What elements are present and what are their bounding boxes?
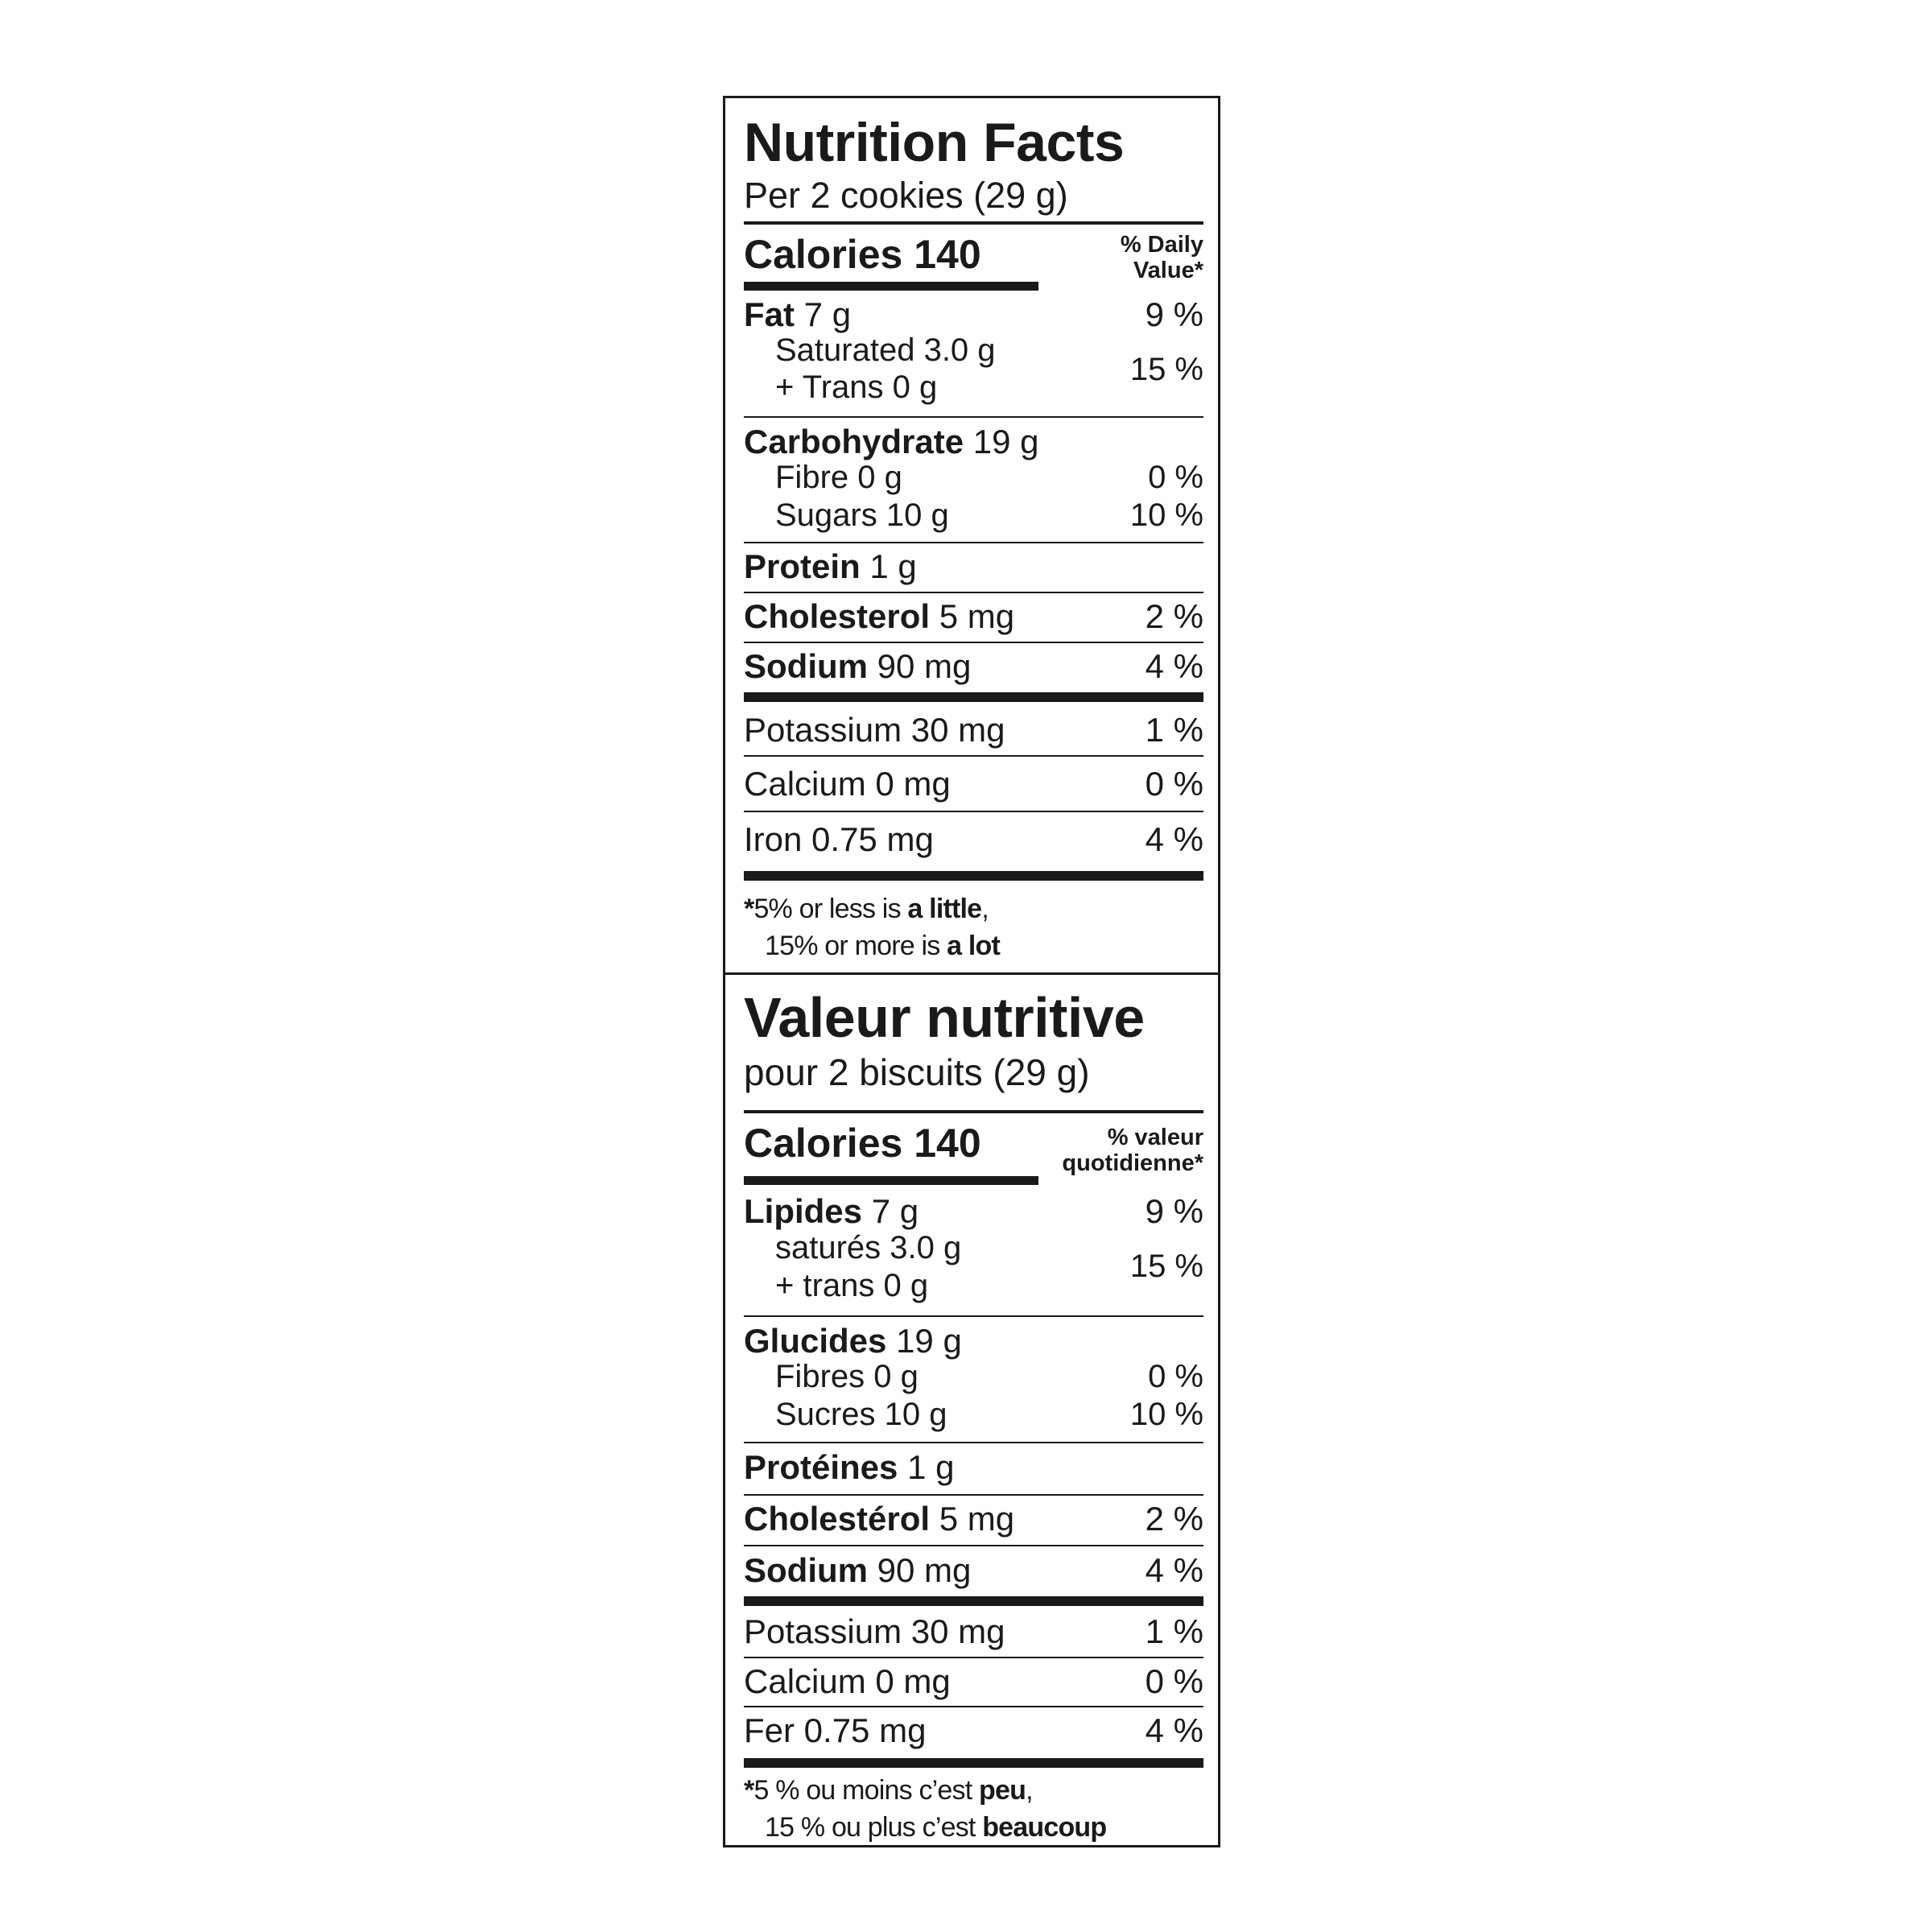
divider: [744, 642, 1203, 643]
calories-label: Calories 140: [744, 1121, 981, 1166]
footnote-line2-emphasis: a lot: [947, 931, 1000, 961]
divider: [744, 542, 1203, 543]
panel-title: Nutrition Facts: [744, 112, 1125, 173]
thick-divider: [744, 1758, 1203, 1768]
protein-name: Protein: [744, 547, 861, 585]
carb-name: Glucides: [744, 1322, 887, 1360]
footnote: *5 % ou moins c’est peu, 15 % ou plus c’est beaucoup: [744, 1775, 1107, 1843]
divider: [744, 755, 1203, 757]
fibre-pct: 0 %: [1148, 1359, 1203, 1394]
saturated-label: Saturated 3.0 g: [775, 332, 996, 368]
daily-value-header-line1: % valeur: [1107, 1125, 1203, 1150]
potassium-pct: 1 %: [1145, 711, 1203, 749]
thick-divider: [744, 692, 1203, 702]
fat-name: Fat: [744, 295, 795, 333]
trans-label: + trans 0 g: [775, 1268, 929, 1303]
sat-trans-pct: 15 %: [1129, 352, 1203, 387]
iron-pct: 4 %: [1145, 820, 1203, 858]
daily-value-header-line1: % Daily: [1120, 232, 1203, 258]
sugars-pct: 10 %: [1129, 1397, 1203, 1432]
calcium-pct: 0 %: [1145, 765, 1203, 803]
sodium-name: Sodium: [744, 1551, 868, 1589]
cholesterol-amount: 5 mg: [930, 1500, 1015, 1538]
cholesterol-pct: 2 %: [1145, 597, 1203, 635]
divider: [744, 416, 1203, 418]
footnote-line1-emphasis: a little: [907, 894, 982, 924]
calcium-pct: 0 %: [1145, 1662, 1203, 1700]
footnote-line2-emphasis: beaucoup: [982, 1812, 1107, 1843]
daily-value-header: [1121, 232, 1203, 283]
daily-value-header: [1062, 1125, 1203, 1176]
carb-amount: 19 g: [886, 1322, 962, 1360]
sodium-pct: 4 %: [1145, 647, 1203, 685]
potassium-label: Potassium 30 mg: [744, 711, 1005, 749]
fat-pct: 9 %: [1145, 295, 1203, 333]
saturated-label: saturés 3.0 g: [775, 1230, 962, 1265]
sodium-pct: 4 %: [1145, 1551, 1203, 1589]
serving-size: Per 2 cookies (29 g): [744, 175, 1068, 216]
fat-name: Lipides: [744, 1192, 863, 1230]
carb-name: Carbohydrate: [744, 423, 964, 460]
divider: [744, 1706, 1203, 1707]
sugars-label: Sucres 10 g: [775, 1397, 947, 1432]
footnote: *5% or less is a little, 15% or more is a lot: [744, 894, 1000, 961]
footnote-line1-text: 5 % ou moins c’est: [753, 1775, 980, 1806]
sodium-amount: 90 mg: [868, 647, 972, 685]
valeur-nutritive-panel-fr: [723, 972, 1220, 1847]
cholesterol-pct: 2 %: [1145, 1500, 1203, 1538]
iron-label: Iron 0.75 mg: [744, 820, 934, 858]
protein-amount: 1 g: [898, 1448, 955, 1486]
fibre-label: Fibre 0 g: [775, 460, 902, 495]
divider: [744, 811, 1203, 812]
fibre-label: Fibres 0 g: [775, 1359, 919, 1394]
divider: [744, 1442, 1203, 1443]
cholesterol-name: Cholestérol: [744, 1500, 931, 1538]
iron-label: Fer 0.75 mg: [744, 1711, 927, 1749]
divider: [744, 1110, 1203, 1113]
calcium-label: Calcium 0 mg: [744, 765, 951, 803]
calories-bar: [744, 1176, 1038, 1185]
divider: [744, 1545, 1203, 1546]
iron-pct: 4 %: [1145, 1711, 1203, 1749]
divider: [744, 592, 1203, 593]
footnote-line1-text: 5% or less is: [753, 894, 908, 924]
divider: [744, 221, 1203, 225]
calories-bar: [744, 282, 1038, 291]
fat-amount: 7 g: [795, 295, 852, 333]
calcium-label: Calcium 0 mg: [744, 1662, 951, 1700]
sat-trans-pct: 15 %: [1129, 1249, 1203, 1284]
divider: [744, 1657, 1203, 1658]
fibre-pct: 0 %: [1148, 460, 1203, 495]
protein-name: Protéines: [744, 1448, 898, 1486]
panel-title: Valeur nutritive: [744, 986, 1145, 1049]
protein-amount: 1 g: [860, 547, 917, 585]
daily-value-header-line2: Value*: [1133, 258, 1203, 283]
fat-pct: 9 %: [1145, 1192, 1203, 1230]
potassium-pct: 1 %: [1145, 1612, 1203, 1650]
cholesterol-amount: 5 mg: [930, 597, 1015, 635]
nutrition-facts-panel-en: [723, 96, 1220, 975]
divider: [744, 1315, 1203, 1317]
footnote-line2-text: 15% or more is: [765, 931, 947, 961]
sugars-pct: 10 %: [1129, 497, 1203, 533]
divider: [744, 1494, 1203, 1496]
thick-divider: [744, 871, 1203, 881]
trans-label: + Trans 0 g: [775, 369, 938, 405]
sugars-label: Sugars 10 g: [775, 497, 949, 533]
fat-amount: 7 g: [862, 1192, 919, 1230]
footnote-line1-emphasis: peu: [979, 1775, 1026, 1806]
potassium-label: Potassium 30 mg: [744, 1612, 1005, 1650]
calories-label: Calories 140: [744, 232, 981, 277]
carb-amount: 19 g: [964, 423, 1039, 460]
thick-divider: [744, 1596, 1203, 1606]
cholesterol-name: Cholesterol: [744, 597, 931, 635]
sodium-amount: 90 mg: [868, 1551, 972, 1589]
daily-value-header-line2: quotidienne*: [1062, 1150, 1203, 1176]
sodium-name: Sodium: [744, 647, 868, 685]
serving-size: pour 2 biscuits (29 g): [744, 1051, 1090, 1093]
footnote-line2-text: 15 % ou plus c’est: [765, 1812, 983, 1843]
